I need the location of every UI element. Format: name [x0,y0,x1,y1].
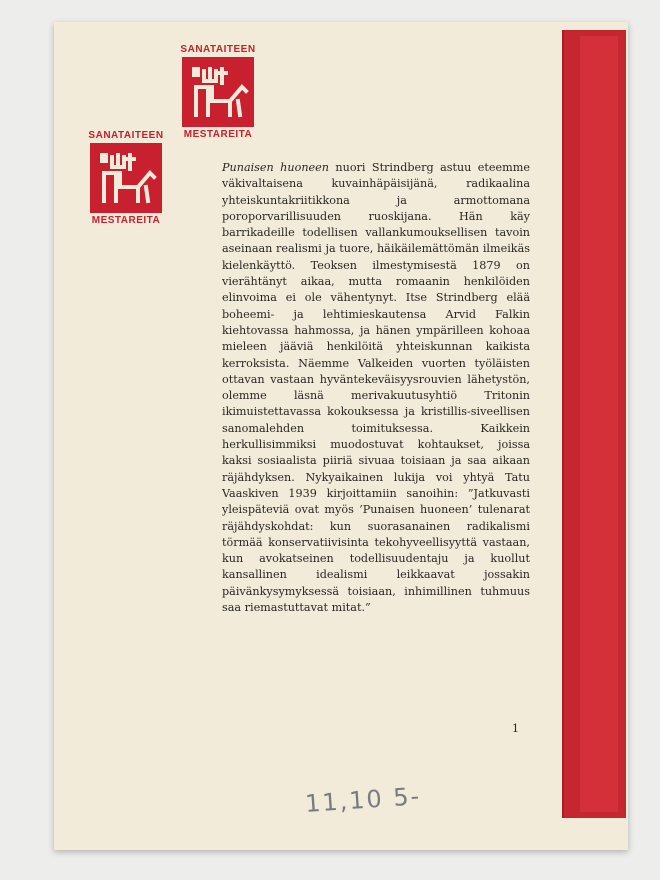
logo-top-text: SANATAITEEN [88,130,164,141]
book-title: Punaisen huoneen [222,161,329,174]
logo-bottom-text: MESTAREITA [183,129,253,140]
series-logo-bottom [86,130,166,226]
page-number: 1 [512,722,519,735]
horse-rider-emblem-icon [90,143,162,213]
logo-top-text: SANATAITEEN [180,44,256,55]
horse-rider-emblem-icon [182,57,254,127]
spine-highlight [580,36,618,812]
blurb-text [222,160,530,616]
logo-bottom-text: MESTAREITA [91,215,161,226]
blurb-body: nuori Strindberg astuu eteemme väkivaltaisena kuvainhäpäisijänä, radikaalina yhteiskuntakriitikkona ja armottomana poroporvarillisuuden ruoskijana. Hän käy barrikadeille todellisen vallankumouksellisen tavoin aseinaan realismi ja tuore, häikäilemättömän ilmeikäs kielenkäyttö. Teoksen ilmestymisestä 1879 on vierähtänyt aikaa, mutta romaanin henkilöiden elinvoima ei ole vähentynyt. Itse Strindberg elää boheemi- ja lehtimieskautensa Arvid Falkin kiehtovassa hahmossa, ja hänen ympärilleen kohoaa mieleen jääviä henkilöitä yhteiskunnan kaikista kerroksista. Näemme Valkeiden vuorten työläisten ottavan vastaan hyväntekeväisyysrouvien lähetystön, olemme läsnä merivakuutusyhtiö Tritonin ikimuistettavassa kokouksessa ja kristillis-siveellisen sanomalehden toimituksessa. Kaikkein herkullisimmiksi muodostuvat kohtaukset, joissa kaksi sosiaalista piiriä sivuaa toisiaan ja saa aikaan räjähdyksen. Nykyaikainen lukija voi yhtyä Tatu Vaaskiven 1939 kirjoittamiin sanoihin: ”Jatkuvasti yleispäteviä ovat myös ’Punaisen huoneen’ tulenarat räjähdyskohdat: kun suorasanainen radikalismi törmää konservatiivisinta tekohyveellisyyttä vastaan, kun avokatseinen todellisuudentaju ja kuollut kansallinen idealismi leikkaavat jossakin päivänkysymyksessä toisiaan, inhimillinen tuhmuus saa riemastuttavat mitat.” [222,161,531,615]
series-logo-top [178,44,258,140]
handwritten-price: 11,10 5- [304,781,423,819]
